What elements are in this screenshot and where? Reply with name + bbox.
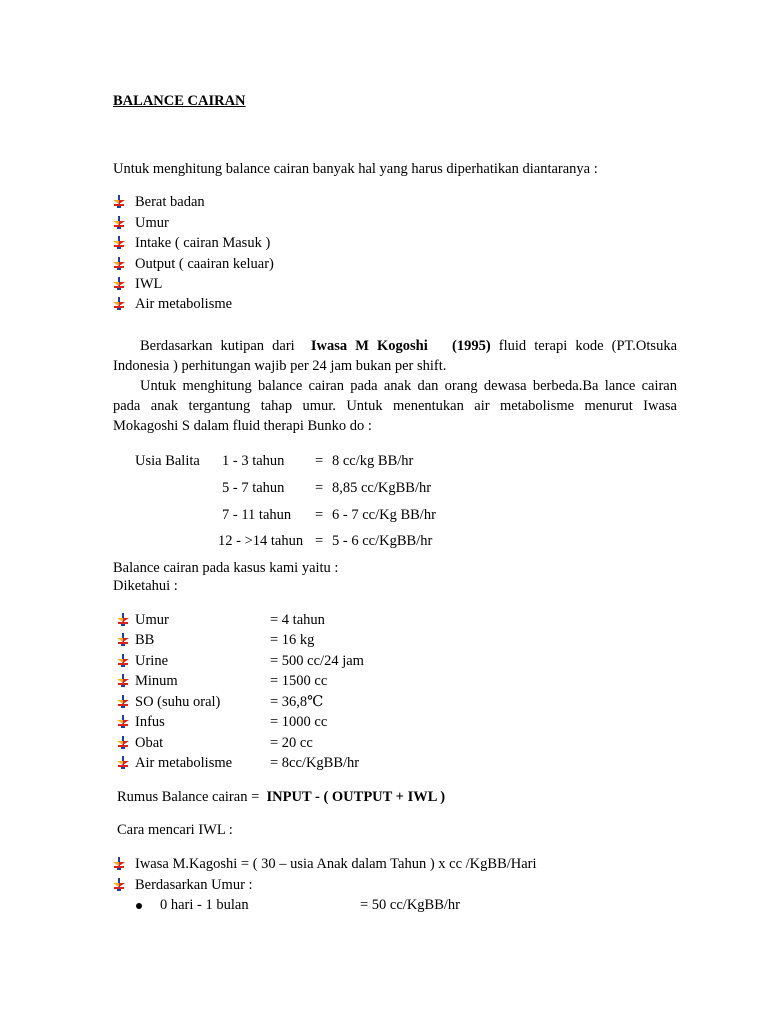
equals-sign: = [315, 507, 324, 523]
age-range: 12 - >14 tahun [218, 533, 304, 549]
age-value: 8,85 cc/KgBB/hr [332, 480, 432, 496]
age-value: = 50 cc/KgBB/hr [360, 897, 460, 913]
known-value: = 20 cc [270, 735, 313, 751]
paragraph-text: Berdasarkan kutipan dari [140, 338, 295, 354]
known-value: = 8cc/KgBB/hr [270, 755, 360, 771]
bullet-icon [113, 236, 125, 249]
page-title: BALANCE CAIRAN [113, 93, 246, 109]
paragraph-method: Untuk menghitung balance cairan pada anak dan orang dewasa berbeda.Ba lance cairan pada anak tergantung tahap umur. Untuk menentukan air metabolisme menurut Iwasa Mokagoshi S dalam fluid therapi Bunko do : [113, 378, 677, 434]
formula-expression: INPUT - ( OUTPUT + IWL ) [266, 789, 446, 805]
known-label: Umur [135, 612, 169, 628]
paragraph-text: fluid terapi kode (PT.Otsuka Indonesia ) perhitungan wajib per 24 jam bukan per shift. [113, 338, 678, 374]
age-value: 6 - 7 cc/Kg BB/hr [332, 507, 436, 523]
case-heading: Balance cairan pada kasus kami yaitu : [113, 560, 339, 576]
intro-text: Untuk menghitung balance cairan banyak hal yang harus diperhatikan diantaranya : [113, 161, 598, 177]
bullet-icon [117, 715, 129, 728]
list-item: Berat badan [135, 194, 205, 210]
bullet-icon [117, 736, 129, 749]
known-value: = 500 cc/24 jam [270, 653, 364, 669]
bullet-icon [113, 216, 125, 229]
list-item: IWL [135, 276, 163, 292]
known-label: BB [135, 632, 155, 648]
bullet-icon [117, 674, 129, 687]
bullet-icon [117, 613, 129, 626]
author-name: Iwasa M Kogoshi [310, 338, 428, 354]
known-label: Urine [135, 653, 169, 669]
paragraph-source [113, 336, 677, 376]
age-value: 5 - 6 cc/KgBB/hr [332, 533, 433, 549]
known-value: = 1500 cc [270, 673, 328, 689]
known-value: = 4 tahun [270, 612, 325, 628]
bullet-icon [117, 654, 129, 667]
bullet-icon [113, 878, 125, 891]
equals-sign: = [315, 480, 324, 496]
known-value: = 16 kg [270, 632, 315, 648]
formula-label: Rumus Balance cairan = [117, 789, 260, 805]
bullet-icon [113, 277, 125, 290]
bullet-dot-icon [136, 903, 142, 909]
equals-sign: = [315, 533, 324, 549]
known-label: Air metabolisme [135, 755, 233, 771]
list-item: Berdasarkan Umur : [135, 877, 253, 893]
known-label: Infus [135, 714, 165, 730]
known-label: Minum [135, 673, 178, 689]
author-year: (1995) [452, 338, 491, 354]
known-value: = 1000 cc [270, 714, 328, 730]
known-heading: Diketahui : [113, 578, 178, 594]
iwl-heading: Cara mencari IWL : [117, 822, 233, 838]
list-item: Output ( caairan keluar) [135, 256, 274, 272]
list-item: Umur [135, 215, 169, 231]
known-label: SO (suhu oral) [135, 694, 221, 710]
list-item: Intake ( cairan Masuk ) [135, 235, 271, 251]
age-label: Usia Balita [135, 453, 200, 469]
age-value: 8 cc/kg BB/hr [332, 453, 414, 469]
bullet-icon [113, 195, 125, 208]
bullet-icon [113, 257, 125, 270]
bullet-icon [117, 633, 129, 646]
list-item: Air metabolisme [135, 296, 233, 312]
age-range: 0 hari - 1 bulan [160, 897, 249, 913]
bullet-icon [117, 756, 129, 769]
bullet-icon [113, 857, 125, 870]
bullet-icon [113, 297, 125, 310]
age-range: 1 - 3 tahun [222, 453, 285, 469]
formula-line [117, 789, 445, 806]
bullet-icon [117, 695, 129, 708]
age-range: 5 - 7 tahun [222, 480, 285, 496]
known-value: = 36,8℃ [270, 694, 324, 710]
equals-sign: = [315, 453, 324, 469]
list-item: Iwasa M.Kagoshi = ( 30 – usia Anak dalam Tahun ) x cc /KgBB/Hari [135, 856, 537, 872]
age-range: 7 - 11 tahun [222, 507, 292, 523]
known-label: Obat [135, 735, 164, 751]
